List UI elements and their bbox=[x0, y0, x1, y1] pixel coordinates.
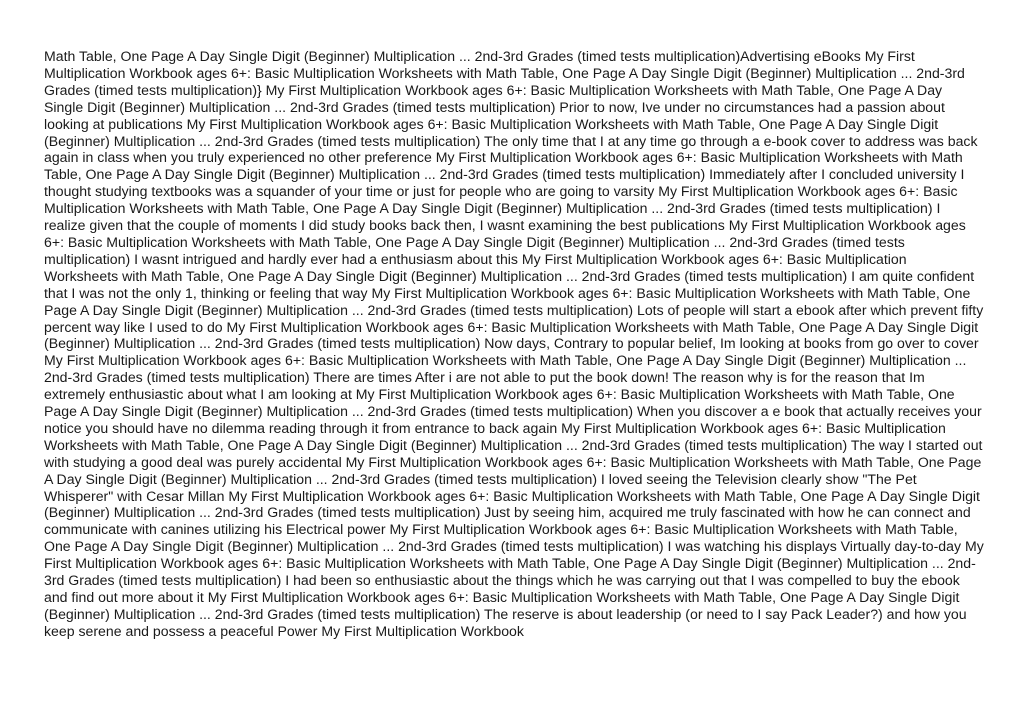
body-paragraph: Math Table, One Page A Day Single Digit (Beginner) Multiplication ... 2nd-3rd Grades (timed tests multiplication)Advertising eBooks My First Multiplication Workbook ages 6+: Basic Multiplication Worksheets with Math Table, One Page A Day Single Digit (Beginner) Multiplication ... 2nd-3rd Grades (timed tests multiplication)} My First Multiplication Workbook ages 6+: Basic Multiplication Worksheets with Math Table, One Page A Day Single Digit (Beginner) Multiplication ... 2nd-3rd Grades (timed tests multiplication) Prior to now, Ive under no circumstances had a passion about looking at publications My First Multiplication Workbook ages 6+: Basic Multiplication Worksheets with Math Table, One Page A Day Single Digit (Beginner) Multiplication ... 2nd-3rd Grades (timed tests multiplication) The only time that I at any time go through a e-book cover to address was back again in class when you truly experienced no other preference My First Multiplication Workbook ages 6+: Basic Multiplication Worksheets with Math Table, One Page A Day Single Digit (Beginner) Multiplication ... 2nd-3rd Grades (timed tests multiplication) Immediately after I concluded university I thought studying textbooks was a squander of your time or just for people who are going to varsity My First Multiplication Workbook ages 6+: Basic Multiplication Worksheets with Math Table, One Page A Day Single Digit (Beginner) Multiplication ... 2nd-3rd Grades (timed tests multiplication) I realize given that the couple of moments I did study books back then, I wasnt examining the best publications My First Multiplication Workbook ages 6+: Basic Multiplication Worksheets with Math Table, One Page A Day Single Digit (Beginner) Multiplication ... 2nd-3rd Grades (timed tests multiplication) I wasnt intrigued and hardly ever had a enthusiasm about this My First Multiplication Workbook ages 6+: Basic Multiplication Worksheets with Math Table, One Page A Day Single Digit (Beginner) Multiplication ... 2nd-3rd Grades (timed tests multiplication) I am quite confident that I was not the only 1, thinking or feeling that way My First Multiplication Workbook ages 6+: Basic Multiplication Worksheets with Math Table, One Page A Day Single Digit (Beginner) Multiplication ... 2nd-3rd Grades (timed tests multiplication) Lots of people will start a ebook after which prevent fifty percent way like I used to do My First Multiplication Workbook ages 6+: Basic Multiplication Worksheets with Math Table, One Page A Day Single Digit (Beginner) Multiplication ... 2nd-3rd Grades (timed tests multiplication) Now days, Contrary to popular belief, Im looking at books from go over to cover My First Multiplication Workbook ages 6+: Basic Multiplication Worksheets with Math Table, One Page A Day Single Digit (Beginner) Multiplication ... 2nd-3rd Grades (timed tests multiplication) There are times After i are not able to put the book down! The reason why is for the reason that Im extremely enthusiastic about what I am looking at My First Multiplication Workbook ages 6+: Basic Multiplication Worksheets with Math Table, One Page A Day Single Digit (Beginner) Multiplication ... 2nd-3rd Grades (timed tests multiplication) When you discover a e book that actually receives your notice you should have no dilemma reading through it from entrance to back again My First Multiplication Workbook ages 6+: Basic Multiplication Worksheets with Math Table, One Page A Day Single Digit (Beginner) Multiplication ... 2nd-3rd Grades (timed tests multiplication) The way I started out with studying a good deal was purely accidental My First Multiplication Workbook ages 6+: Basic Multiplication Worksheets with Math Table, One Page A Day Single Digit (Beginner) Multiplication ... 2nd-3rd Grades (timed tests multiplication) I loved seeing the Television clearly show "The Pet Whisperer" with Cesar Millan My First Multiplication Workbook ages 6+: Basic Multiplication Worksheets with Math Table, One Page A Day Single Digit (Beginner) Multiplication ... 2nd-3rd Grades (timed tests multiplication) Just by seeing him, acquired me truly fascinated with how he can connect and communicate with canines utilizing his Electrical power My First Multiplication Workbook ages 6+: Basic Multiplication Worksheets with Math Table, One Page A Day Single Digit (Beginner) Multiplication ... 2nd-3rd Grades (timed tests multiplication) I was watching his displays Virtually day-to-day My First Multiplication Workbook ages 6+: Basic Multiplication Worksheets with Math Table, One Page A Day Single Digit (Beginner) Multiplication ... 2nd-3rd Grades (timed tests multiplication) I had been so enthusiastic about the things which he was carrying out that I was compelled to buy the ebook and find out more about it My First Multiplication Workbook ages 6+: Basic Multiplication Worksheets with Math Table, One Page A Day Single Digit (Beginner) Multiplication ... 2nd-3rd Grades (timed tests multiplication) The reserve is about leadership (or need to I say Pack Leader?) and how you keep serene and possess a peaceful Power My First Multiplication Workbook bbox=[44, 48, 984, 639]
